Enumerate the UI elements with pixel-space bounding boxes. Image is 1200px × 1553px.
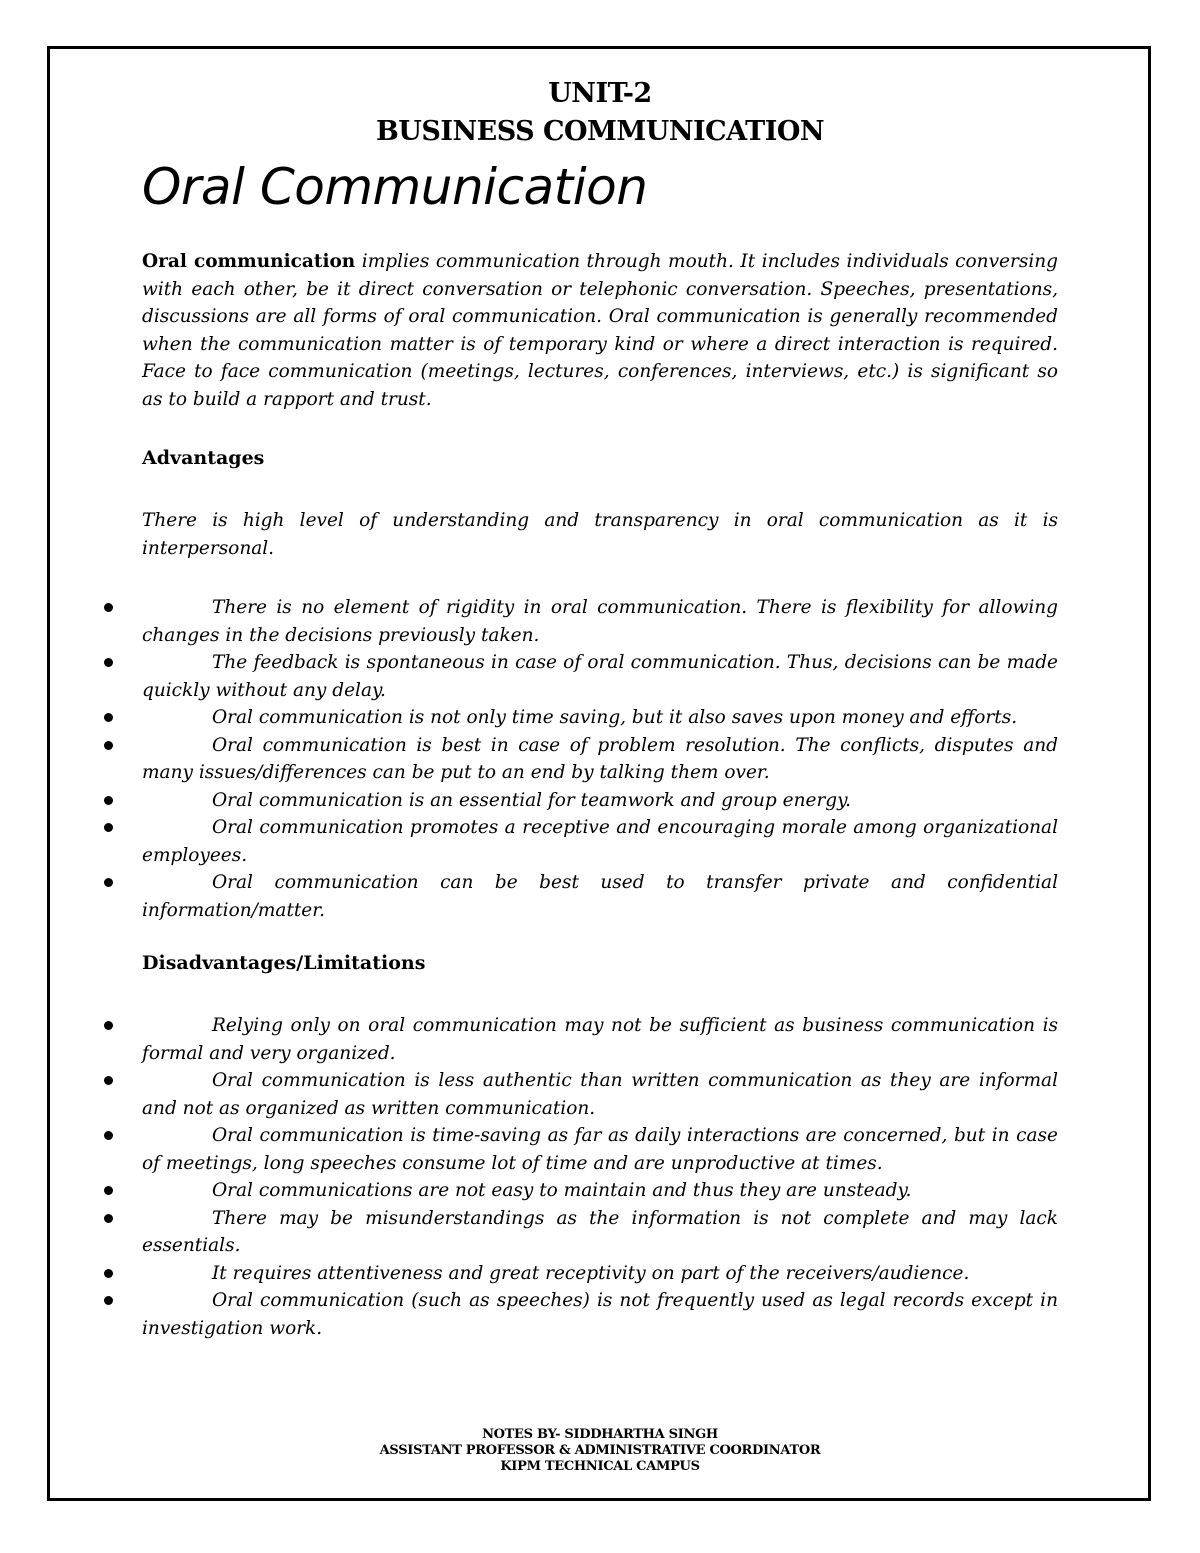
list-item [142,732,1058,787]
bullet-icon [104,1076,113,1085]
list-item-text: Relying only on oral communication may not be sufficient as business communication is formal and very organized. [142,1015,1058,1064]
list-item [142,1122,1058,1177]
bullet-icon [104,1214,113,1223]
list-item [142,1067,1058,1122]
footer-position: ASSISTANT PROFESSOR & ADMINISTRATIVE COORDINATOR [379,1443,821,1458]
footer-institution: KIPM TECHNICAL CAMPUS [500,1459,700,1474]
advantages-list [142,594,1058,924]
list-item [142,704,1058,732]
list-item [142,1177,1058,1205]
list-item-text: Oral communication is time-saving as far as daily interactions are concerned, but in case of meetings, long speeches consume lot of time and are unproductive at times. [142,1125,1058,1174]
bullet-icon [104,658,113,667]
bullet-icon [104,1269,113,1278]
list-item [142,1287,1058,1342]
section-heading: Oral Communication [142,158,648,216]
list-item-text: Oral communication is not only time saving, but it also saves upon money and efforts. [212,707,1018,728]
list-item-text: Oral communication is best in case of problem resolution. The conflicts, disputes and many issues/differences can be put to an end by talking them over. [142,734,1058,783]
bullet-icon [104,796,113,805]
list-item [142,1260,1058,1288]
list-item [142,869,1058,924]
list-item [142,787,1058,815]
bullet-icon [104,741,113,750]
list-item [142,649,1058,704]
list-item-text: Oral communication (such as speeches) is not frequently used as legal records except in investigation work. [142,1290,1058,1339]
disadvantages-list [142,1012,1058,1342]
list-item-text: There is no element of rigidity in oral communication. There is flexibility for allowing changes in the decisions previously taken. [142,597,1058,646]
footer [0,1427,1200,1475]
advantages-intro: There is high level of understanding and transparency in oral communication as it is interpersonal. [142,510,1058,559]
bullet-icon [104,1131,113,1140]
list-item [142,594,1058,649]
bullet-icon [104,878,113,887]
bullet-icon [104,1021,113,1030]
list-item [142,1012,1058,1067]
bullet-icon [104,1296,113,1305]
list-item-text: Oral communication promotes a receptive and encouraging morale among organizational employees. [142,817,1058,866]
list-item-text: Oral communication is less authentic than written communication as they are informal and not as organized as written communication. [142,1070,1058,1119]
intro-paragraph [142,248,1058,413]
list-item-text: The feedback is spontaneous in case of oral communication. Thus, decisions can be made quickly without any delay. [142,652,1058,701]
list-item-text: Oral communication can be best used to transfer private and confidential information/matter. [142,872,1058,921]
list-item-text: It requires attentiveness and great receptivity on part of the receivers/audience. [212,1262,970,1284]
bullet-icon [104,823,113,832]
list-item-text: Oral communications are not easy to maintain and thus they are unsteady. [212,1180,912,1201]
advantages-heading: Advantages [142,447,265,469]
unit-title: UNIT-2 [548,78,652,109]
list-item-text: Oral communication is an essential for teamwork and group energy. [212,789,852,811]
list-item [142,1205,1058,1260]
document-title: BUSINESS COMMUNICATION [375,116,825,147]
list-item-text: There may be misunderstandings as the information is not complete and may lack essentials. [142,1207,1058,1256]
list-item [142,814,1058,869]
bullet-icon [104,713,113,722]
bullet-icon [104,603,113,612]
bullet-icon [104,1186,113,1195]
intro-text: implies communication through mouth. It includes individuals conversing with each other, be it direct conversation or telephonic conversation. Speeches, presentations, discussions are all forms of oral communication. Oral communication is generally recommended when the communication matter is of temporary kind or where a direct interaction is required. Face to face communication (meetings, lectures, conferences, interviews, etc.) is significant so as to build a rapport and trust. [142,251,1058,410]
intro-bold-term: Oral communication [142,251,356,272]
disadvantages-heading: Disadvantages/Limitations [142,952,426,974]
footer-author: NOTES BY- SIDDHARTHA SINGH [482,1427,718,1442]
